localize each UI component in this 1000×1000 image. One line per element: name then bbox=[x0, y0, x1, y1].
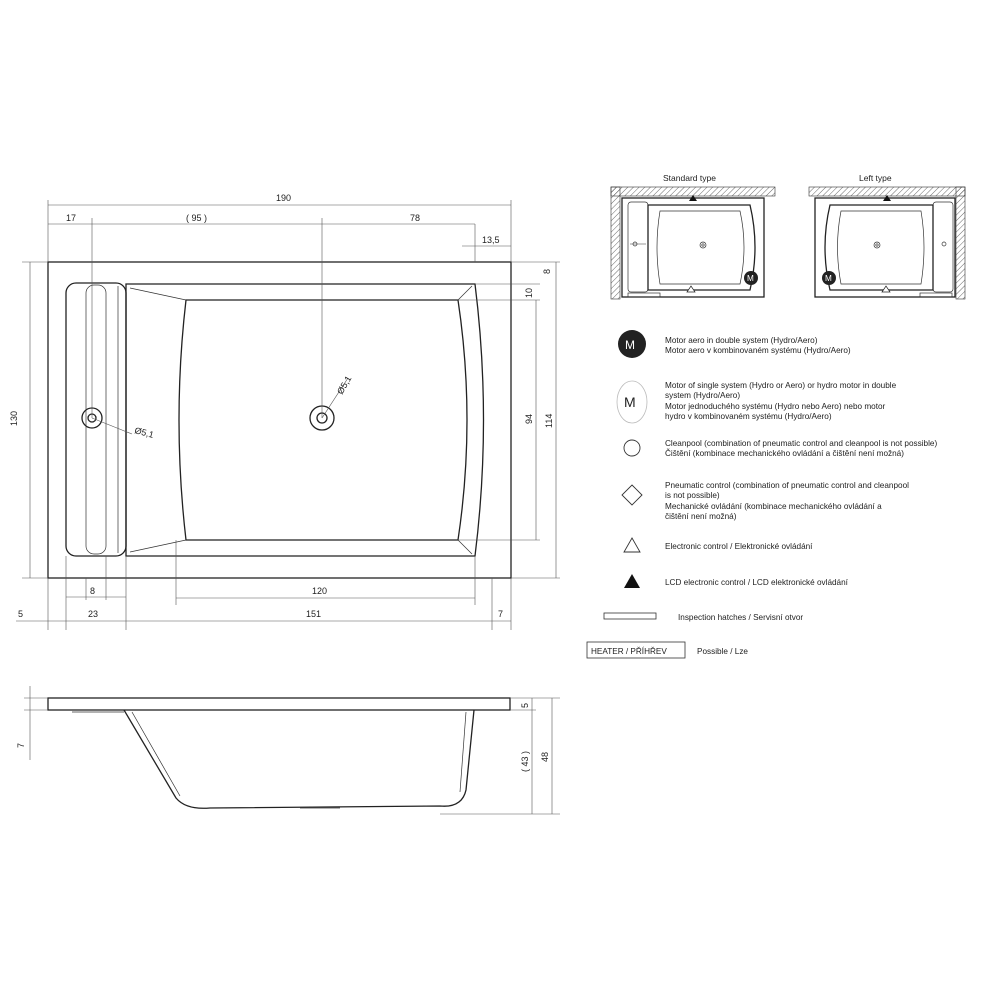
drain-left bbox=[82, 408, 132, 434]
heater-label: HEATER / PŘÍHŘEV bbox=[591, 647, 667, 656]
legend-line: Motor aero in double system (Hydro/Aero) bbox=[665, 336, 818, 345]
legend-motor-aero bbox=[618, 330, 851, 358]
legend-line: Electronic control / Elektronické ovládání bbox=[665, 542, 813, 551]
schematic-left bbox=[809, 173, 965, 299]
dim-side-5: 5 bbox=[520, 702, 530, 708]
standard-title: Standard type bbox=[663, 173, 716, 183]
dim-130: 130 bbox=[9, 410, 19, 426]
drain-center-label: Ø5,1 bbox=[335, 374, 354, 396]
side-rim bbox=[48, 698, 510, 710]
legend-line: Inspection hatches / Servisní otvor bbox=[678, 613, 804, 622]
dim-23: 23 bbox=[88, 609, 99, 619]
legend-line: Motor aero v kombinovaném systému (Hydro/Aero) bbox=[665, 346, 851, 355]
dim-13-5: 13,5 bbox=[482, 235, 500, 245]
hatch-icon bbox=[604, 613, 656, 619]
left-motor-letter: M bbox=[825, 274, 832, 283]
lcd-triangle-icon bbox=[624, 574, 640, 588]
legend-lcd bbox=[624, 574, 849, 588]
motor-single-icon-letter: M bbox=[624, 394, 636, 410]
legend-motor-single bbox=[617, 381, 897, 423]
std-motor-letter: M bbox=[747, 274, 754, 283]
legend-line: Cleanpool (combination of pneumatic control and cleanpool is not possible) bbox=[665, 439, 938, 448]
dim-95: ( 95 ) bbox=[186, 213, 208, 223]
dim-10: 10 bbox=[524, 287, 534, 298]
dim-side-7: 7 bbox=[16, 742, 26, 748]
dim-8-top: 8 bbox=[542, 268, 552, 274]
legend-line: hydro v kombinovaném systému (Hydro/Aero) bbox=[665, 412, 832, 421]
legend-cleanpool bbox=[624, 439, 937, 458]
pneumatic-diamond-icon bbox=[622, 485, 642, 505]
tub-outer-rim bbox=[48, 262, 511, 578]
std-electronic-marker bbox=[687, 286, 695, 292]
basin-inner bbox=[179, 300, 467, 540]
dim-151: 151 bbox=[306, 609, 322, 619]
dim-side-43: ( 43 ) bbox=[520, 750, 530, 772]
legend-line: čištění není možná) bbox=[665, 512, 737, 521]
motor-aero-icon-letter: M bbox=[625, 338, 635, 352]
heater-value: Possible / Lze bbox=[697, 647, 748, 656]
electronic-triangle-icon bbox=[624, 538, 640, 552]
schematic-standard bbox=[611, 173, 775, 299]
side-basin bbox=[124, 710, 474, 808]
legend-line: Čištění (kombinace mechanického ovládání a čištění není možná) bbox=[665, 449, 904, 458]
legend-line: is not possible) bbox=[665, 491, 720, 500]
dim-17: 17 bbox=[66, 213, 77, 223]
legend-line: system (Hydro/Aero) bbox=[665, 391, 741, 400]
left-title: Left type bbox=[859, 173, 892, 183]
legend-pneumatic bbox=[622, 481, 909, 521]
dim-8-bottom: 8 bbox=[90, 586, 96, 596]
legend-electronic bbox=[624, 538, 813, 552]
dim-side-48: 48 bbox=[540, 751, 550, 762]
legend-line: Motor of single system (Hydro or Aero) or hydro motor in double bbox=[665, 381, 897, 390]
legend bbox=[587, 330, 937, 658]
legend-heater bbox=[587, 642, 748, 658]
legend-hatch bbox=[604, 613, 803, 622]
dim-190: 190 bbox=[276, 193, 292, 203]
cleanpool-icon bbox=[624, 440, 640, 456]
top-view bbox=[9, 193, 560, 630]
left-electronic-marker bbox=[882, 286, 890, 292]
drain-left-label: Ø5,1 bbox=[133, 425, 155, 440]
dim-120: 120 bbox=[312, 586, 328, 596]
dim-7: 7 bbox=[498, 609, 504, 619]
legend-line: LCD electronic control / LCD elektronické ovládání bbox=[665, 578, 848, 587]
dim-78: 78 bbox=[410, 213, 421, 223]
side-view bbox=[16, 686, 560, 814]
legend-line: Motor jednoduchého systému (Hydro nebo Aero) nebo motor bbox=[665, 402, 886, 411]
legend-line: Mechanické ovládání (kombinace mechanického ovládání a bbox=[665, 502, 882, 511]
dim-114: 114 bbox=[544, 413, 554, 428]
legend-line: Pneumatic control (combination of pneumatic control and cleanpool bbox=[665, 481, 909, 490]
dim-94: 94 bbox=[524, 413, 534, 424]
dim-5: 5 bbox=[18, 609, 24, 619]
